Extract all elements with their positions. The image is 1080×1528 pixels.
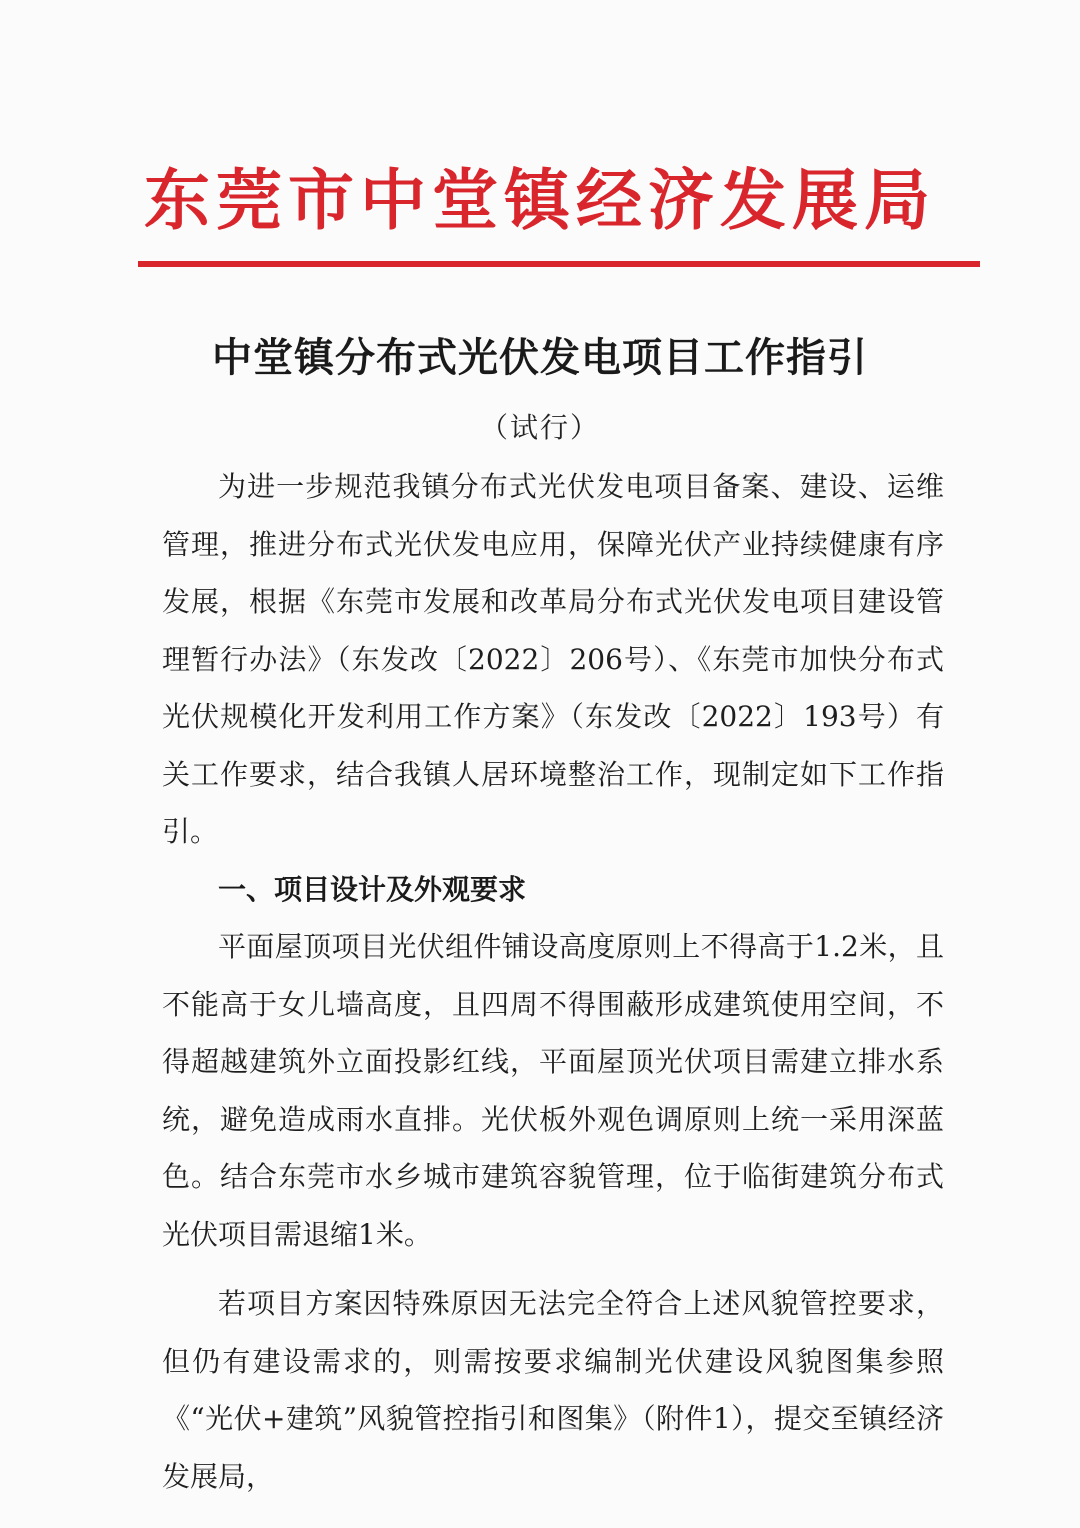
exception-paragraph: 若项目方案因特殊原因无法完全符合上述风貌管控要求，但仍有建设需求的，则需按要求编制光伏建设风貌图集参照《“光伏+建筑”风貌管控指引和图集》（附件1），提交至镇经济发展局，: [162, 1287, 944, 1493]
design-requirements-paragraph: 平面屋顶项目光伏组件铺设高度原则上不得高于1.2米，且不能高于女儿墙高度，且四周不得围蔽形成建筑使用空间，不得超越建筑外立面投影红线，平面屋顶光伏项目需建立排水系统，避免造成雨水直排。光伏板外观色调原则上统一采用深蓝色。结合东莞市水乡城市建筑容貌管理，位于临街建筑分布式光伏项目需退缩1米。: [162, 930, 944, 1251]
document-body: [162, 458, 944, 1505]
document-title: 中堂镇分布式光伏发电项目工作指引: [212, 334, 868, 381]
intro-paragraph: 为进一步规范我镇分布式光伏发电项目备案、建设、运维管理，推进分布式光伏发电应用，保障光伏产业持续健康有序发展，根据《东莞市发展和改革局分布式光伏发电项目建设管理暂行办法》（东发改〔2022〕206号）、《东莞市加快分布式光伏规模化开发利用工作方案》（东发改〔2022〕193号）有关工作要求，结合我镇人居环境整治工作，现制定如下工作指引。: [162, 470, 944, 848]
section-heading-design-requirements: 一、项目设计及外观要求: [218, 872, 527, 906]
agency-header-title: 东莞市中堂镇经济发展局: [144, 161, 936, 239]
header-red-rule: [138, 261, 980, 267]
document-subtitle: （试行）: [479, 411, 600, 444]
